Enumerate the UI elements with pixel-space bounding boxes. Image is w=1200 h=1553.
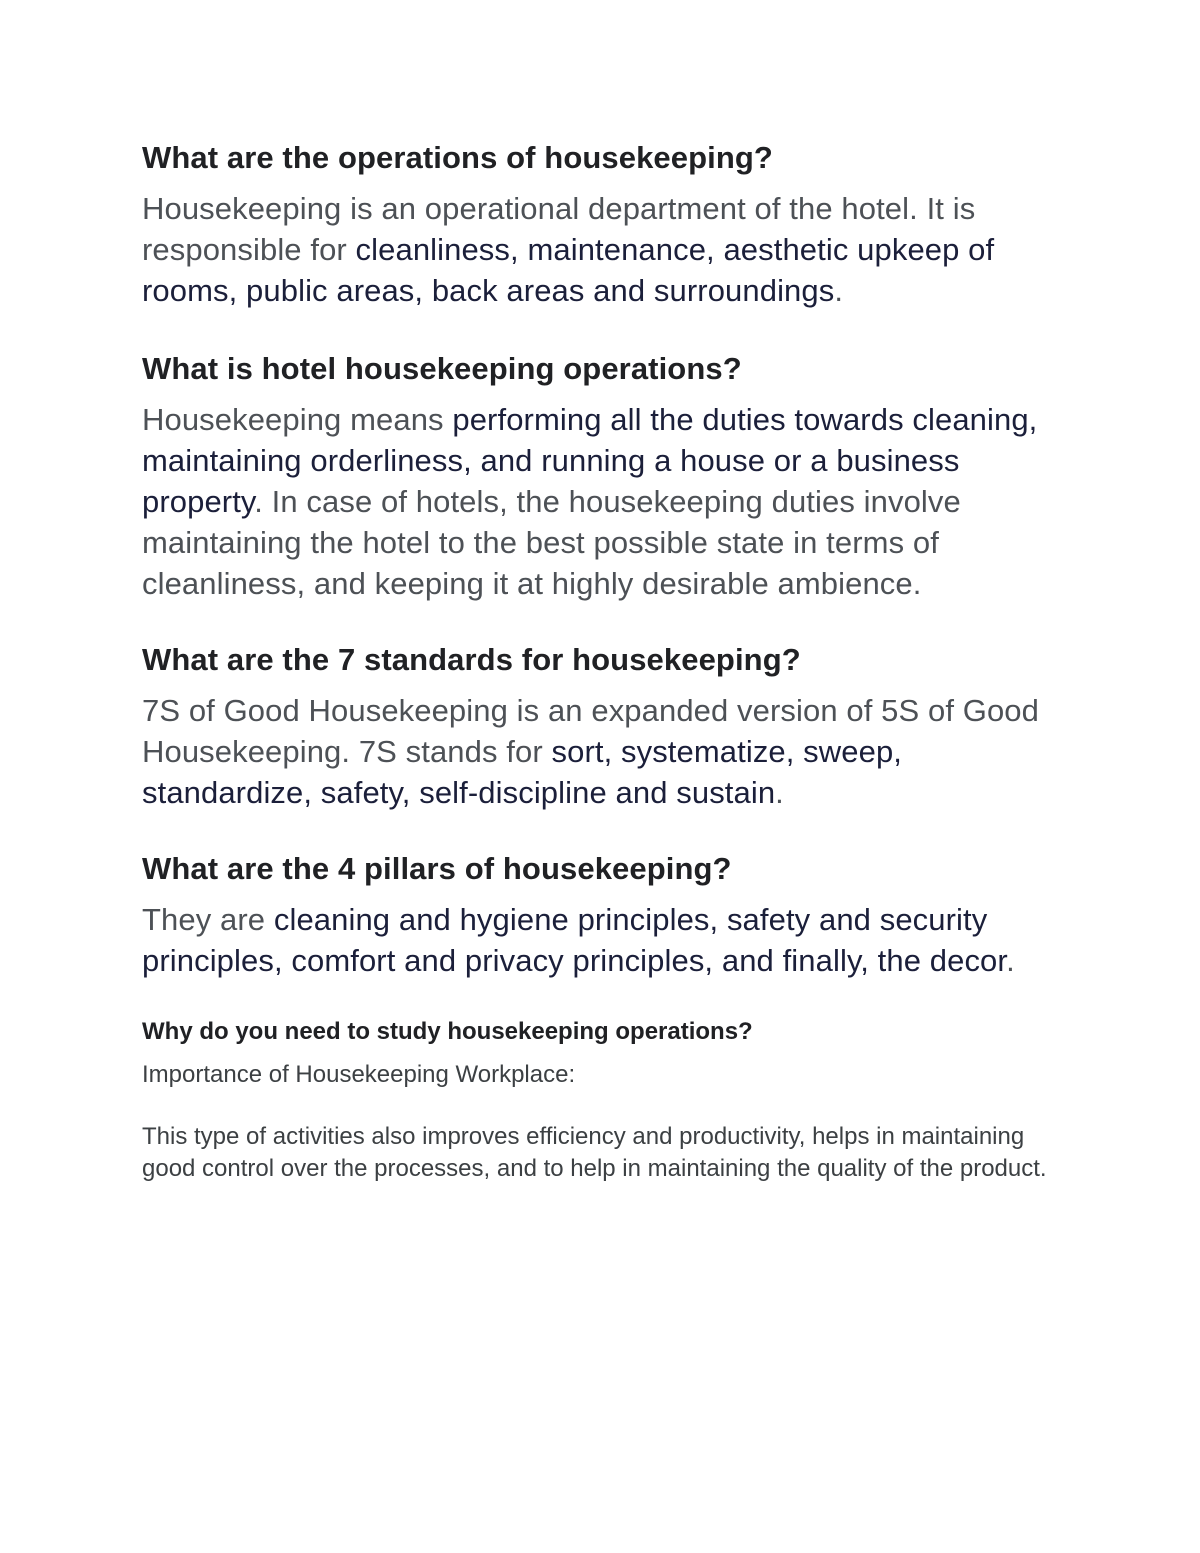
section-7-standards (142, 640, 1062, 813)
answer-lead: Housekeeping is an operational department of the hotel. It is responsible for (142, 191, 976, 267)
section-heading: What is hotel housekeeping operations? (142, 351, 742, 386)
answer-highlight: sort, systematize, sweep, standardize, safety, self-discipline and sustain (142, 734, 903, 810)
answer-tail: . In case of hotels, the housekeeping duties involve maintaining the hotel to the best possible state in terms of cleanliness, and keeping it at highly desirable ambience. (142, 484, 961, 601)
answer-highlight: cleanliness, maintenance, aesthetic upkeep of rooms, public areas, back areas and surroundings (142, 232, 995, 308)
section-answer (142, 188, 1062, 311)
section-answer (142, 899, 1062, 981)
section-heading: What are the 7 standards for housekeeping? (142, 642, 801, 677)
section-heading: What are the operations of housekeeping? (142, 140, 773, 175)
answer-lead: They are (142, 902, 274, 937)
answer-lead: 7S of Good Housekeeping is an expanded version of 5S of Good Housekeeping. 7S stands for (142, 693, 1039, 769)
section-hotel-housekeeping-operations (142, 349, 1062, 604)
section-operations-of-housekeeping (142, 138, 1062, 311)
section-answer (142, 690, 1062, 813)
answer-lead: Housekeeping means (142, 402, 453, 437)
answer-highlight: performing all the duties towards cleaning, maintaining orderliness, and running a house or a business property (142, 402, 1038, 519)
answer-highlight: cleaning and hygiene principles, safety and security principles, comfort and privacy principles, and finally, the decor (142, 902, 1007, 978)
answer-tail: . (1006, 943, 1015, 978)
section-heading: Why do you need to study housekeeping operations? (142, 1018, 753, 1045)
section-why-study (142, 1017, 1062, 1185)
answer-tail: . (775, 775, 784, 810)
document-content (142, 138, 1062, 1185)
section-heading: What are the 4 pillars of housekeeping? (142, 851, 732, 886)
section-4-pillars (142, 849, 1062, 981)
section-paragraph: This type of activities also improves efficiency and productivity, helps in maintaining good control over the processes, and to help in maintaining the quality of the product. (142, 1123, 1047, 1182)
section-subtitle: Importance of Housekeeping Workplace: (142, 1061, 576, 1088)
answer-tail: . (834, 273, 844, 308)
section-answer (142, 399, 1062, 604)
